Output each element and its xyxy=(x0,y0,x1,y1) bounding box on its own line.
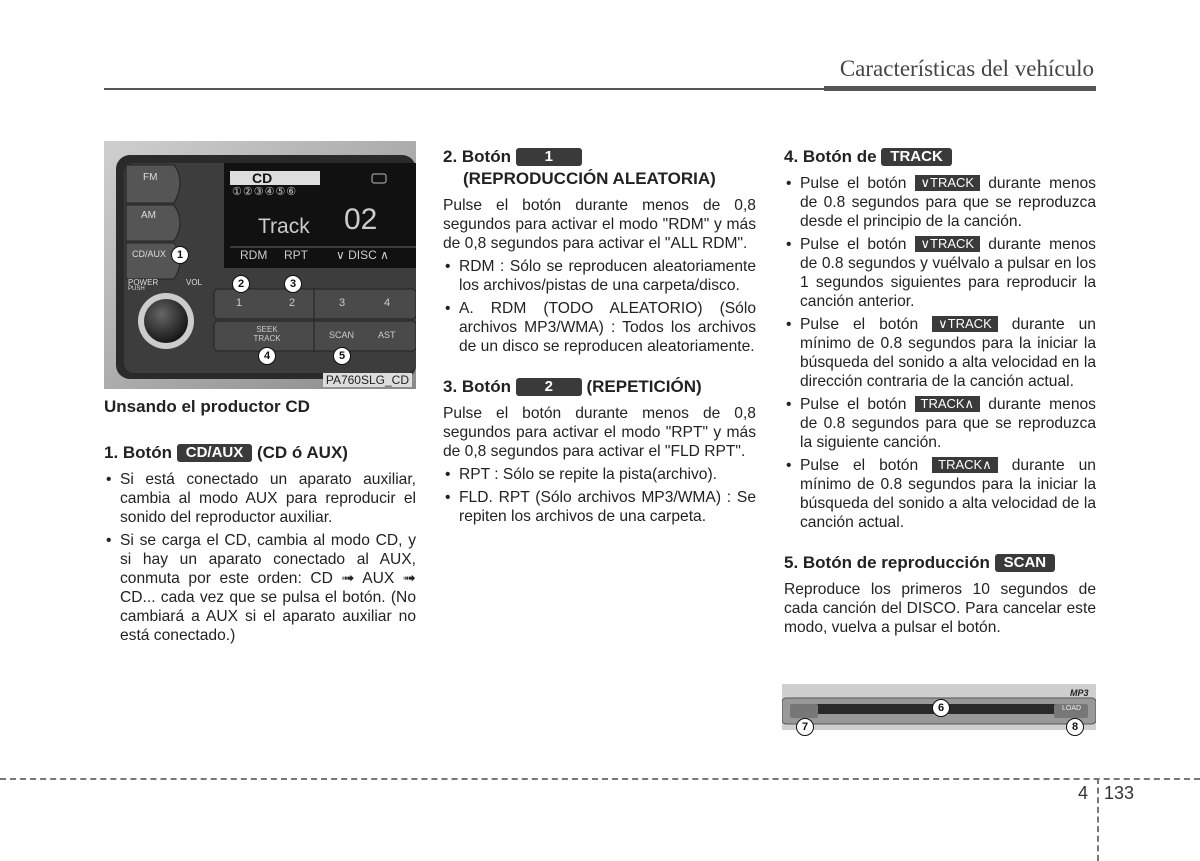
section-1-suffix: (CD ó AUX) xyxy=(256,443,348,462)
display-track-label: Track xyxy=(258,215,310,238)
section-5-body: Reproduce los primeros 10 segundos de cada canción del DISCO. Para cancelar este modo, vuelva a pulsar el botón. xyxy=(784,581,1096,636)
section-number: 4 xyxy=(1078,783,1089,803)
preset-4-label: 4 xyxy=(384,297,391,309)
list-item: • RPT : Sólo se repite la pista(archivo). xyxy=(443,465,756,484)
track-down-key: ∨TRACK xyxy=(915,175,981,191)
list-item: • FLD. RPT (Sólo archivos MP3/WMA) : Se repiten los archivos de una carpeta. xyxy=(443,488,756,526)
list-item xyxy=(784,174,1096,231)
button-1-badge: 1 xyxy=(516,148,582,166)
callout-7: 7 xyxy=(796,718,814,736)
track-up-key: TRACK∧ xyxy=(932,457,998,473)
section-4-list xyxy=(784,174,1096,532)
list-item xyxy=(784,456,1096,532)
list-item-text: Pulse el botón xyxy=(800,316,919,333)
section-1-heading xyxy=(104,442,416,464)
section-4-prefix: 4. Botón de xyxy=(784,147,877,166)
am-button-label: AM xyxy=(141,210,156,221)
page-header-title: Características del vehículo xyxy=(839,56,1094,81)
track-badge: TRACK xyxy=(881,148,952,166)
vol-label: VOL xyxy=(186,278,203,287)
section-2-heading xyxy=(443,146,756,168)
section-1-list xyxy=(104,470,416,645)
section-1-prefix: 1. Botón xyxy=(104,443,172,462)
callout-1: 1 xyxy=(171,246,189,264)
list-item-text: durante menos de 0.8 segundos y vuélvalo a pulsar en los 1 segundos siguientes para reproducir la canción anterior. xyxy=(800,236,1096,310)
list-item xyxy=(784,235,1096,311)
section-4-heading xyxy=(784,146,1096,168)
mp3-logo: MP3 xyxy=(1070,688,1089,698)
preset-3-label: 3 xyxy=(339,297,346,309)
cd-aux-button-label: CD/AUX xyxy=(132,249,167,259)
display-rdm: RDM xyxy=(240,248,268,262)
button-2-badge: 2 xyxy=(516,378,582,396)
list-item xyxy=(784,315,1096,391)
section-3-prefix: 3. Botón xyxy=(443,377,511,396)
list-item-text: Pulse el botón xyxy=(800,457,919,474)
figure-caption: PA760SLG_CD xyxy=(323,373,412,387)
disc-slot-figure xyxy=(782,684,1096,734)
push-label: PUSH xyxy=(128,286,145,292)
list-item-text: durante un mínimo de 0.8 segundos para la iniciar la búsqueda del sonido a alta velocidad en la dirección contraria de la canción actual. xyxy=(800,316,1096,390)
column-1 xyxy=(104,396,416,649)
list-item: • RDM : Sólo se reproducen aleatoriamente los archivos/pistas de una carpeta/disco. xyxy=(443,257,756,295)
list-item-text: durante menos de 0.8 segundos para que se reproduzca la siguiente canción. xyxy=(800,396,1096,451)
section-2-prefix: 2. Botón xyxy=(443,147,511,166)
list-item-text: Pulse el botón xyxy=(800,396,907,413)
section-3-heading xyxy=(443,376,756,398)
cd-player-figure xyxy=(104,141,416,389)
list-item-text: durante menos de 0.8 segundos para que se reproduzca desde el principio de la canción. xyxy=(800,175,1096,230)
track-down-key: ∨TRACK xyxy=(915,236,981,252)
list-item-text: Pulse el botón xyxy=(800,175,907,192)
scan-badge: SCAN xyxy=(995,554,1056,572)
section-3-body: Pulse el botón durante menos de 0,8 segundos para activar el modo "RPT" y más de 0,8 segundos para activar el "FLD RPT". xyxy=(443,405,756,460)
track-up-key: TRACK∧ xyxy=(915,396,981,412)
callout-8: 8 xyxy=(1066,718,1084,736)
header-rule-accent xyxy=(824,86,1096,91)
section-3-suffix: (REPETICIÓN) xyxy=(586,377,702,396)
section-3-list xyxy=(443,465,756,526)
preset-1-label: 1 xyxy=(236,297,243,309)
page-number: 133 xyxy=(1104,783,1135,803)
list-item-text: Pulse el botón xyxy=(800,236,907,253)
list-item-text: durante un mínimo de 0.8 segundos para la iniciar la búsqueda del sonido a alta velocidad de la canción actual. xyxy=(800,457,1096,531)
scan-label: SCAN xyxy=(329,330,355,340)
list-item: • A. RDM (TODO ALEATORIO) (Sólo archivos MP3/WMA) : Todos los archivos de un disco se reproducen aleatoriamente. xyxy=(443,299,756,356)
list-item: • Si está conectado un aparato auxiliar, cambia al modo AUX para reproducir el sonido del reproductor auxiliar. xyxy=(104,470,416,527)
track-down-key: ∨TRACK xyxy=(932,316,998,332)
cd-aux-badge: CD/AUX xyxy=(177,444,253,462)
column-2 xyxy=(443,146,756,530)
list-item xyxy=(784,395,1096,452)
callout-3: 3 xyxy=(284,275,302,293)
section-2-subtitle: (REPRODUCCIÓN ALEATORIA) xyxy=(463,169,716,188)
display-disc: ∨ DISC ∧ xyxy=(336,248,389,262)
section-2-body: Pulse el botón durante menos de 0,8 segundos para activar el modo "RDM" y más de 0,8 segundos para activar el "ALL RDM". xyxy=(443,197,756,252)
ast-label: AST xyxy=(378,330,396,340)
footer-rule xyxy=(0,778,1200,780)
footer-divider xyxy=(1097,778,1099,861)
display-track-number: 02 xyxy=(344,203,378,236)
section-2-list xyxy=(443,257,756,356)
load-label: LOAD xyxy=(1062,705,1082,712)
callout-2: 2 xyxy=(232,275,250,293)
section-5-heading xyxy=(784,552,1096,574)
display-mode: CD xyxy=(252,170,273,186)
power-label: POWER xyxy=(128,278,159,287)
list-item: • Si se carga el CD, cambia al modo CD, y si hay un aparato conectado al AUX, conmuta por este orden: CD ➟ AUX ➟ CD... cada vez que se pulsa el botón. (No cambiará a AUX si el aparato auxiliar no está conectado.) xyxy=(104,531,416,645)
callout-5: 5 xyxy=(333,347,351,365)
section-5-prefix: 5. Botón de reproducción xyxy=(784,553,990,572)
preset-2-label: 2 xyxy=(289,297,296,309)
callout-6: 6 xyxy=(932,699,950,717)
section-heading: Unsando el productor CD xyxy=(104,397,310,416)
seek-track-label: SEEK TRACK xyxy=(253,325,281,343)
column-3 xyxy=(784,146,1096,641)
display-indicator-row: ①②③④⑤⑥ xyxy=(232,186,298,198)
fm-button-label: FM xyxy=(143,172,158,183)
callout-4: 4 xyxy=(258,347,276,365)
display-rpt: RPT xyxy=(284,248,308,262)
